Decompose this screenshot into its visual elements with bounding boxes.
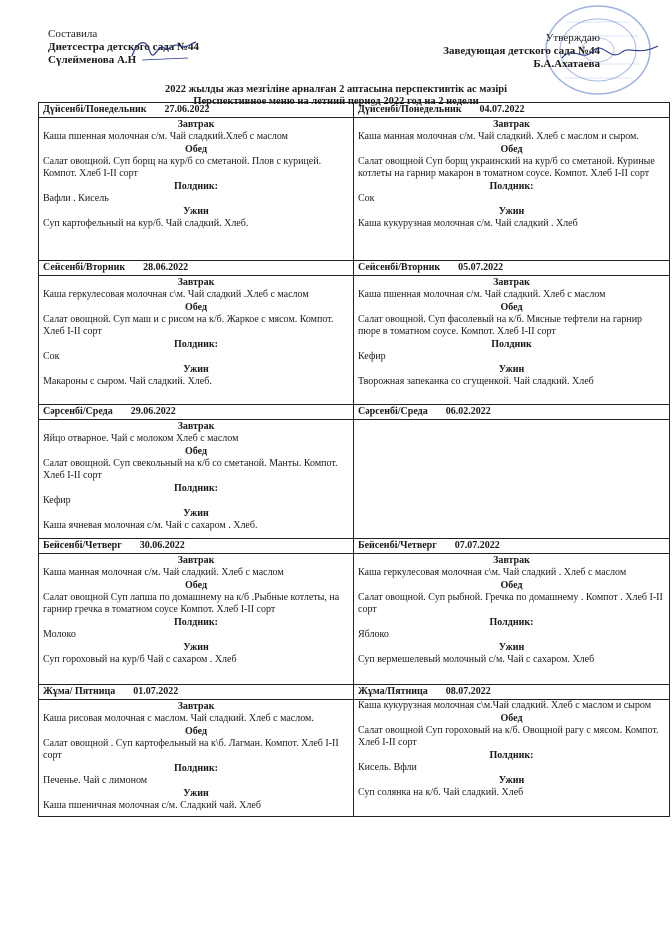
compiler-label: Составила (48, 28, 98, 40)
day-heading (39, 405, 353, 420)
meal-text: Каша пшеничная молочная с/м. Сладкий чай. Хлеб (43, 800, 261, 811)
day-name: Дүйсенбі/Понедельник (358, 104, 462, 115)
meal-text: Каша геркулесовая молочная с\м. Чай сладкий .Хлеб с маслом (43, 289, 309, 300)
meal-label: Ужин (498, 775, 525, 786)
day-cell (39, 539, 354, 685)
day-cell (39, 261, 354, 405)
meal-label: Завтрак (493, 555, 530, 566)
meal-text: Каша пшенная молочная с/м. Чай сладкий. Хлеб с маслом (358, 289, 606, 300)
meal-label: Завтрак (177, 119, 215, 130)
day-name: Дүйсенбі/Понедельник (43, 104, 147, 115)
day-cell (39, 405, 354, 539)
meal-text: Суп гороховый на кур/б Чай с сахаром . Хлеб (43, 654, 237, 665)
table-row (39, 539, 670, 685)
meal-text: Салат овощной. Суп рыбной. Гречка по домашнему . Компот . Хлеб I-II сорт (358, 592, 663, 615)
table-row (39, 685, 670, 817)
day-heading (39, 261, 353, 276)
meal-label: Ужин (498, 206, 525, 217)
meal-text: Каша манная молочная с/м. Чай сладкий. Хлеб с маслом (43, 567, 284, 578)
meal-label: Завтрак (177, 421, 215, 432)
meal-text: Творожная запеканка со сгущенкой. Чай сладкий. Хлеб (358, 376, 594, 387)
day-cell (39, 103, 354, 261)
meal-text: Каша геркулесовая молочная с\м. Чай сладкий . Хлеб с маслом (358, 567, 627, 578)
meal-text: Каша кукурузная молочная с/м. Чай сладкий . Хлеб (358, 218, 578, 229)
day-date: 28.06.2022 (143, 262, 189, 273)
meal-label: Обед (500, 580, 523, 591)
day-name: Сәрсенбі/Среда (43, 406, 113, 417)
day-date: 06.02.2022 (445, 406, 491, 417)
day-heading (354, 539, 669, 554)
day-cell (354, 103, 670, 261)
day-heading (354, 103, 669, 118)
document-header (0, 0, 672, 107)
meal-text: Салат овощной Суп лапша по домашнему на к/б .Рыбные котлеты, на гарнир гречка в томатном соусе Компот. Хлеб I-II сорт (43, 592, 340, 615)
approver-label: Утверждаю (545, 32, 600, 44)
meal-label: Полдник: (174, 483, 218, 494)
day-heading (39, 539, 353, 554)
title-kazakh: 2022 жылды жаз мезгіліне арналған 2 аптасына перспективтік ас мәзірі (164, 84, 508, 95)
day-heading (354, 405, 669, 420)
day-date: 01.07.2022 (133, 686, 179, 697)
meal-label: Ужин (498, 364, 525, 375)
meal-label: Ужин (498, 642, 525, 653)
meal-label: Ужин (183, 364, 209, 375)
meal-label: Обед (184, 726, 207, 737)
meal-label: Ужин (183, 206, 209, 217)
meal-text: Макароны с сыром. Чай сладкий. Хлеб. (43, 376, 212, 387)
day-cell (39, 685, 354, 817)
meal-label: Завтрак (177, 277, 215, 288)
table-row (39, 405, 670, 539)
day-heading (354, 261, 669, 276)
day-date: 07.07.2022 (454, 540, 500, 551)
meal-text: Каша рисовая молочная с маслом. Чай сладкий. Хлеб с маслом. (43, 713, 314, 724)
day-date: 30.06.2022 (139, 540, 185, 551)
meal-text: Салат овощной Суп борщ украинский на кур/б со сметаной. Куриные котлеты на гарнир макарон в томатном соусе. Компот. Хлеб I-II сорт (358, 156, 655, 179)
meal-text: Салат овощной. Суп фасолевый на к/б. Мясные тефтели на гарнир пюре в томатном соусе. Компот. Хлеб I-II сорт (358, 314, 643, 337)
table-row (39, 103, 670, 261)
compiler-signature-icon (128, 34, 198, 64)
day-name: Сәрсенбі/Среда (358, 406, 428, 417)
day-cell (354, 261, 670, 405)
meal-text: Яйцо отварное. Чай с молоком Хлеб с маслом (43, 433, 239, 444)
day-heading (354, 685, 669, 700)
approver-signature-icon (560, 40, 660, 68)
day-date: 29.06.2022 (130, 406, 176, 417)
day-name: Бейсенбі/Четверг (358, 540, 437, 551)
meal-text: Салат овощной. Суп свекольный на к/б со сметаной. Манты. Компот. Хлеб I-II сорт (43, 458, 338, 481)
meal-text: Молоко (43, 629, 76, 640)
meal-label: Обед (500, 713, 523, 724)
day-cell (354, 405, 670, 539)
meal-label: Полдник: (174, 339, 218, 350)
meal-text: Каша кукурузная молочная с\м.Чай сладкий. Хлеб с маслом и сыром (358, 700, 652, 711)
day-name: Сейсенбі/Вторник (43, 262, 126, 273)
meal-text: Салат овощной Суп гороховый на к/б. Овощной рагу с мясом. Компот. Хлеб I-II сорт (358, 725, 659, 748)
meal-text: Сок (358, 193, 375, 204)
meal-label: Обед (184, 144, 207, 155)
day-heading (39, 103, 353, 118)
table-row (39, 261, 670, 405)
meal-text: Печенье. Чай с лимоном (43, 775, 148, 786)
meal-text: Каша манная молочная с/м. Чай сладкий. Хлеб с маслом и сыром. (358, 131, 639, 142)
meal-label: Ужин (183, 508, 209, 519)
meal-label: Завтрак (177, 701, 215, 712)
meal-label: Полдник: (174, 617, 218, 628)
meal-label: Обед (184, 302, 207, 313)
meal-label: Обед (500, 144, 523, 155)
compiler-position: Диетсестра детского сада №44 (48, 41, 200, 53)
meal-label: Ужин (183, 642, 209, 653)
meal-label: Полдник: (489, 617, 534, 628)
day-name: Бейсенбі/Четверг (43, 540, 122, 551)
meal-text: Каша ячневая молочная с/м. Чай с сахаром . Хлеб. (43, 520, 258, 531)
meal-text: Кефир (43, 495, 71, 506)
meal-text: Салат овощной . Суп картофельный на к\б. Лагман. Компот. Хлеб I-II сорт (43, 738, 339, 761)
meal-text: Салат овощной. Суп борщ на кур/б со сметаной. Плов с курицей. Компот. Хлеб I-II сорт (43, 156, 322, 179)
meal-text: Кефир (358, 351, 386, 362)
meal-label: Полдник: (174, 763, 218, 774)
meal-label: Полдник: (174, 181, 218, 192)
meal-label: Обед (184, 580, 207, 591)
meal-text: Кисель. Вфли (358, 762, 417, 773)
meal-text: Салат овощной. Суп маш и с рисом на к/б. Жаркое с мясом. Компот. Хлеб I-II сорт (43, 314, 334, 337)
approver-name: Б.А.Ахатаева (533, 58, 600, 70)
day-cell (354, 539, 670, 685)
title-russian: Перспективное меню на летний период 2022 год на 2 недели (193, 96, 479, 107)
meal-label: Полдник: (489, 181, 534, 192)
day-date: 27.06.2022 (164, 104, 210, 115)
day-name: Жұма/Пятница (358, 686, 428, 697)
meal-text: Сок (43, 351, 60, 362)
meal-label: Обед (184, 446, 207, 457)
meal-label: Ужин (183, 788, 209, 799)
day-name: Жұма/ Пятница (43, 686, 116, 697)
day-heading (39, 685, 353, 700)
meal-text: Суп солянка на к/б. Чай сладкий. Хлеб (358, 787, 524, 798)
meal-text: Суп вермешелевый молочный с/м. Чай с сахаром. Хлеб (358, 654, 595, 665)
meal-text: Яблоко (358, 629, 389, 640)
approver-position: Заведующая детского сада №44 (443, 45, 600, 57)
meal-label: Полдник (491, 339, 532, 350)
meal-label: Завтрак (493, 119, 530, 130)
day-name: Сейсенбі/Вторник (358, 262, 441, 273)
meal-label: Завтрак (493, 277, 530, 288)
meal-text: Вафли . Кисель (43, 193, 109, 204)
day-date: 05.07.2022 (458, 262, 504, 273)
meal-label: Полдник: (489, 750, 534, 761)
meal-text: Каша пшенная молочная с/м. Чай сладкий.Хлеб с маслом (43, 131, 288, 142)
day-date: 08.07.2022 (445, 686, 491, 697)
day-date: 04.07.2022 (479, 104, 525, 115)
meal-label: Завтрак (177, 555, 215, 566)
menu-table (38, 102, 670, 817)
day-cell (354, 685, 670, 817)
meal-text: Суп картофельный на кур/б. Чай сладкий. Хлеб. (43, 218, 249, 229)
meal-label: Обед (500, 302, 523, 313)
compiler-name: Сүлейменова А.Н (48, 54, 137, 66)
